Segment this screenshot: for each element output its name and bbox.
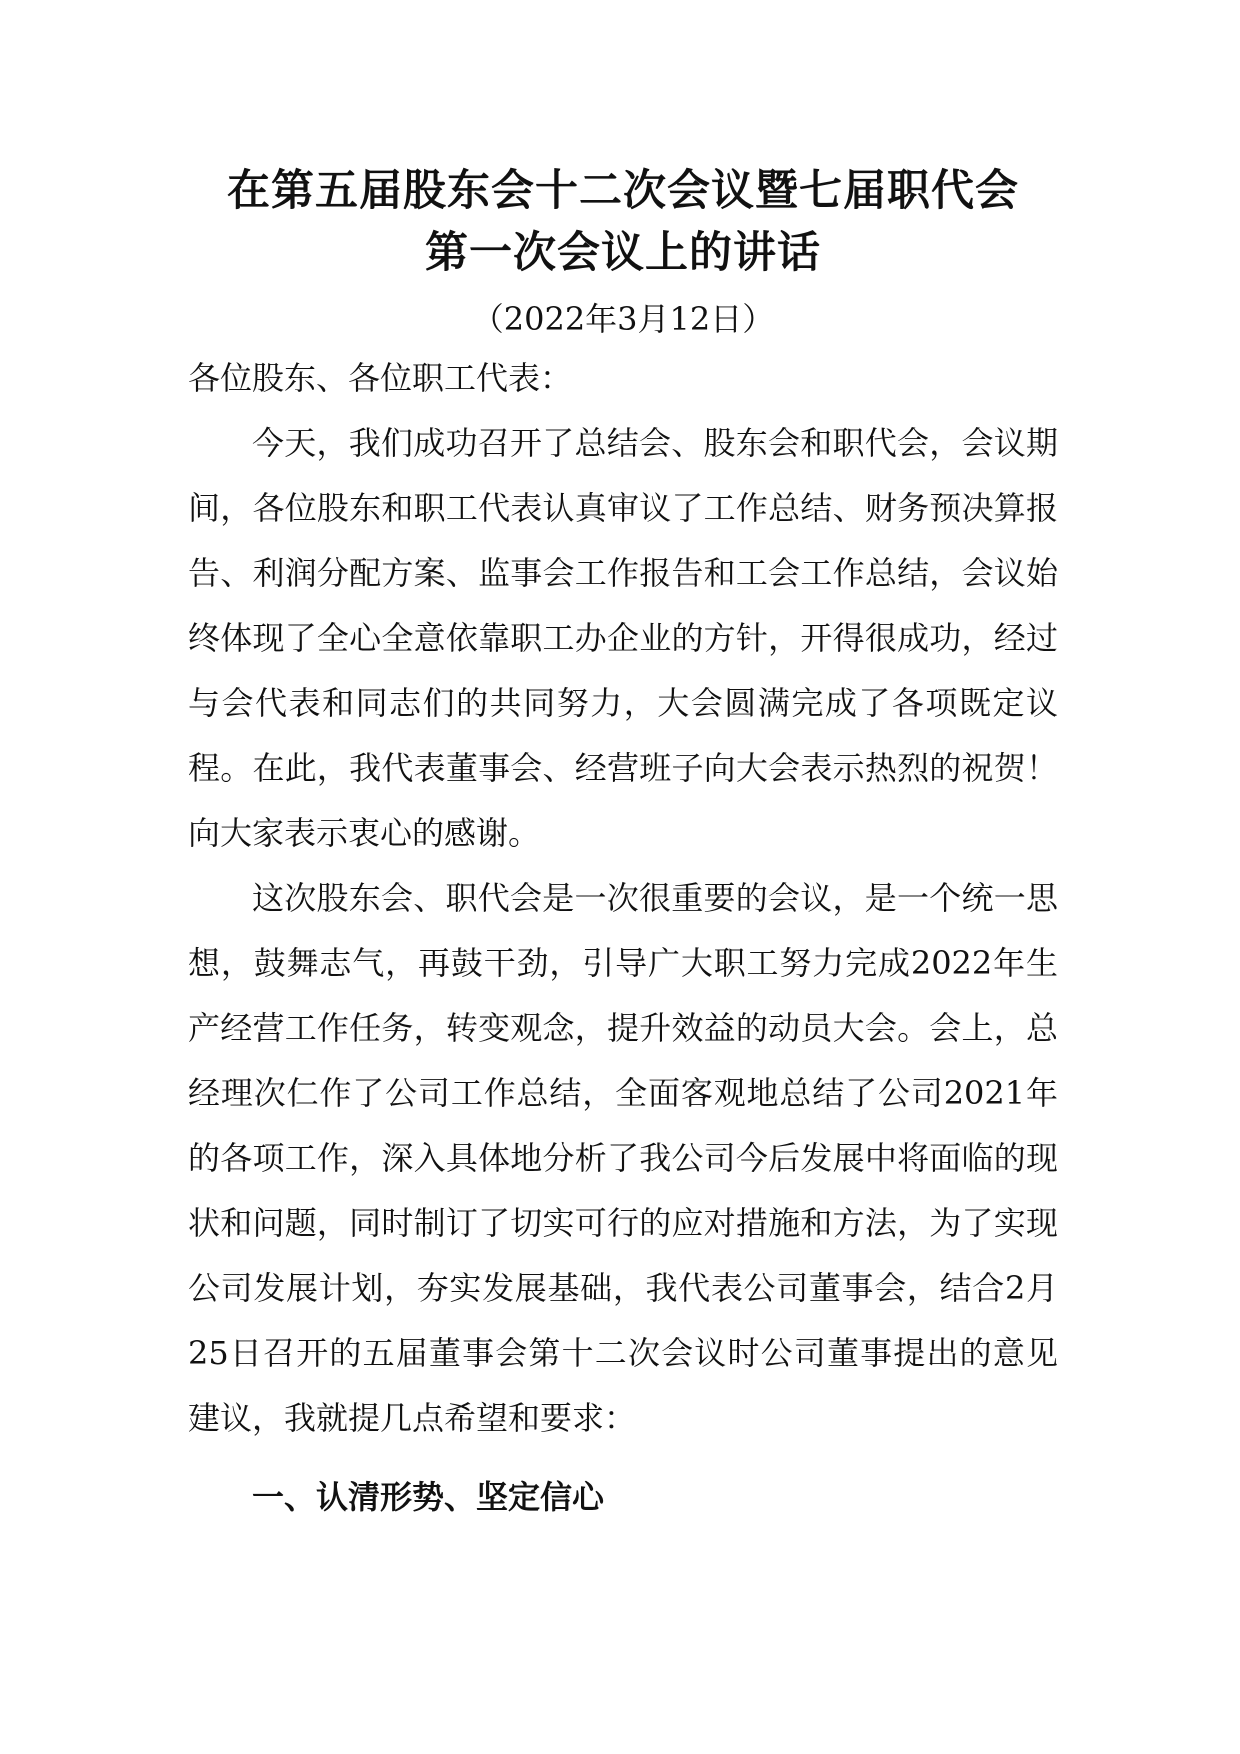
title-line-1: 在第五届股东会十二次会议暨七届职代会 <box>227 166 1019 216</box>
paragraph-2: 这次股东会、职代会是一次很重要的会议，是一个统一思想，鼓舞志气，再鼓干劲，引导广大职工努力完成2022年生产经营工作任务，转变观念，提升效益的动员大会。会上，总经理次仁作了公司工作总结，全面客观地总结了公司2021年的各项工作，深入具体地分析了我公司今后发展中将面临的现状和问题，同时制订了切实可行的应对措施和方法，为了实现公司发展计划，夯实发展基础，我代表公司董事会，结合2月25日召开的五届董事会第十二次会议时公司董事提出的意见建议，我就提几点希望和要求： <box>188 879 1058 1437</box>
document-page <box>188 160 1058 1530</box>
title-line-2: 第一次会议上的讲话 <box>425 228 821 278</box>
document-title <box>188 160 1058 284</box>
salutation: 各位股东、各位职工代表： <box>188 359 573 397</box>
speech-date: （2022年3月12日） <box>471 300 775 338</box>
section-heading: 一、认清形势、坚定信心 <box>252 1478 605 1516</box>
paragraph-1: 今天，我们成功召开了总结会、股东会和职代会，会议期间，各位股东和职工代表认真审议了工作总结、财务预决算报告、利润分配方案、监事会工作报告和工会工作总结，会议始终体现了全心全意依靠职工办企业的方针，开得很成功，经过与会代表和同志们的共同努力，大会圆满完成了各项既定议程。在此，我代表董事会、经营班子向大会表示热烈的祝贺！向大家表示衷心的感谢。 <box>188 424 1058 852</box>
